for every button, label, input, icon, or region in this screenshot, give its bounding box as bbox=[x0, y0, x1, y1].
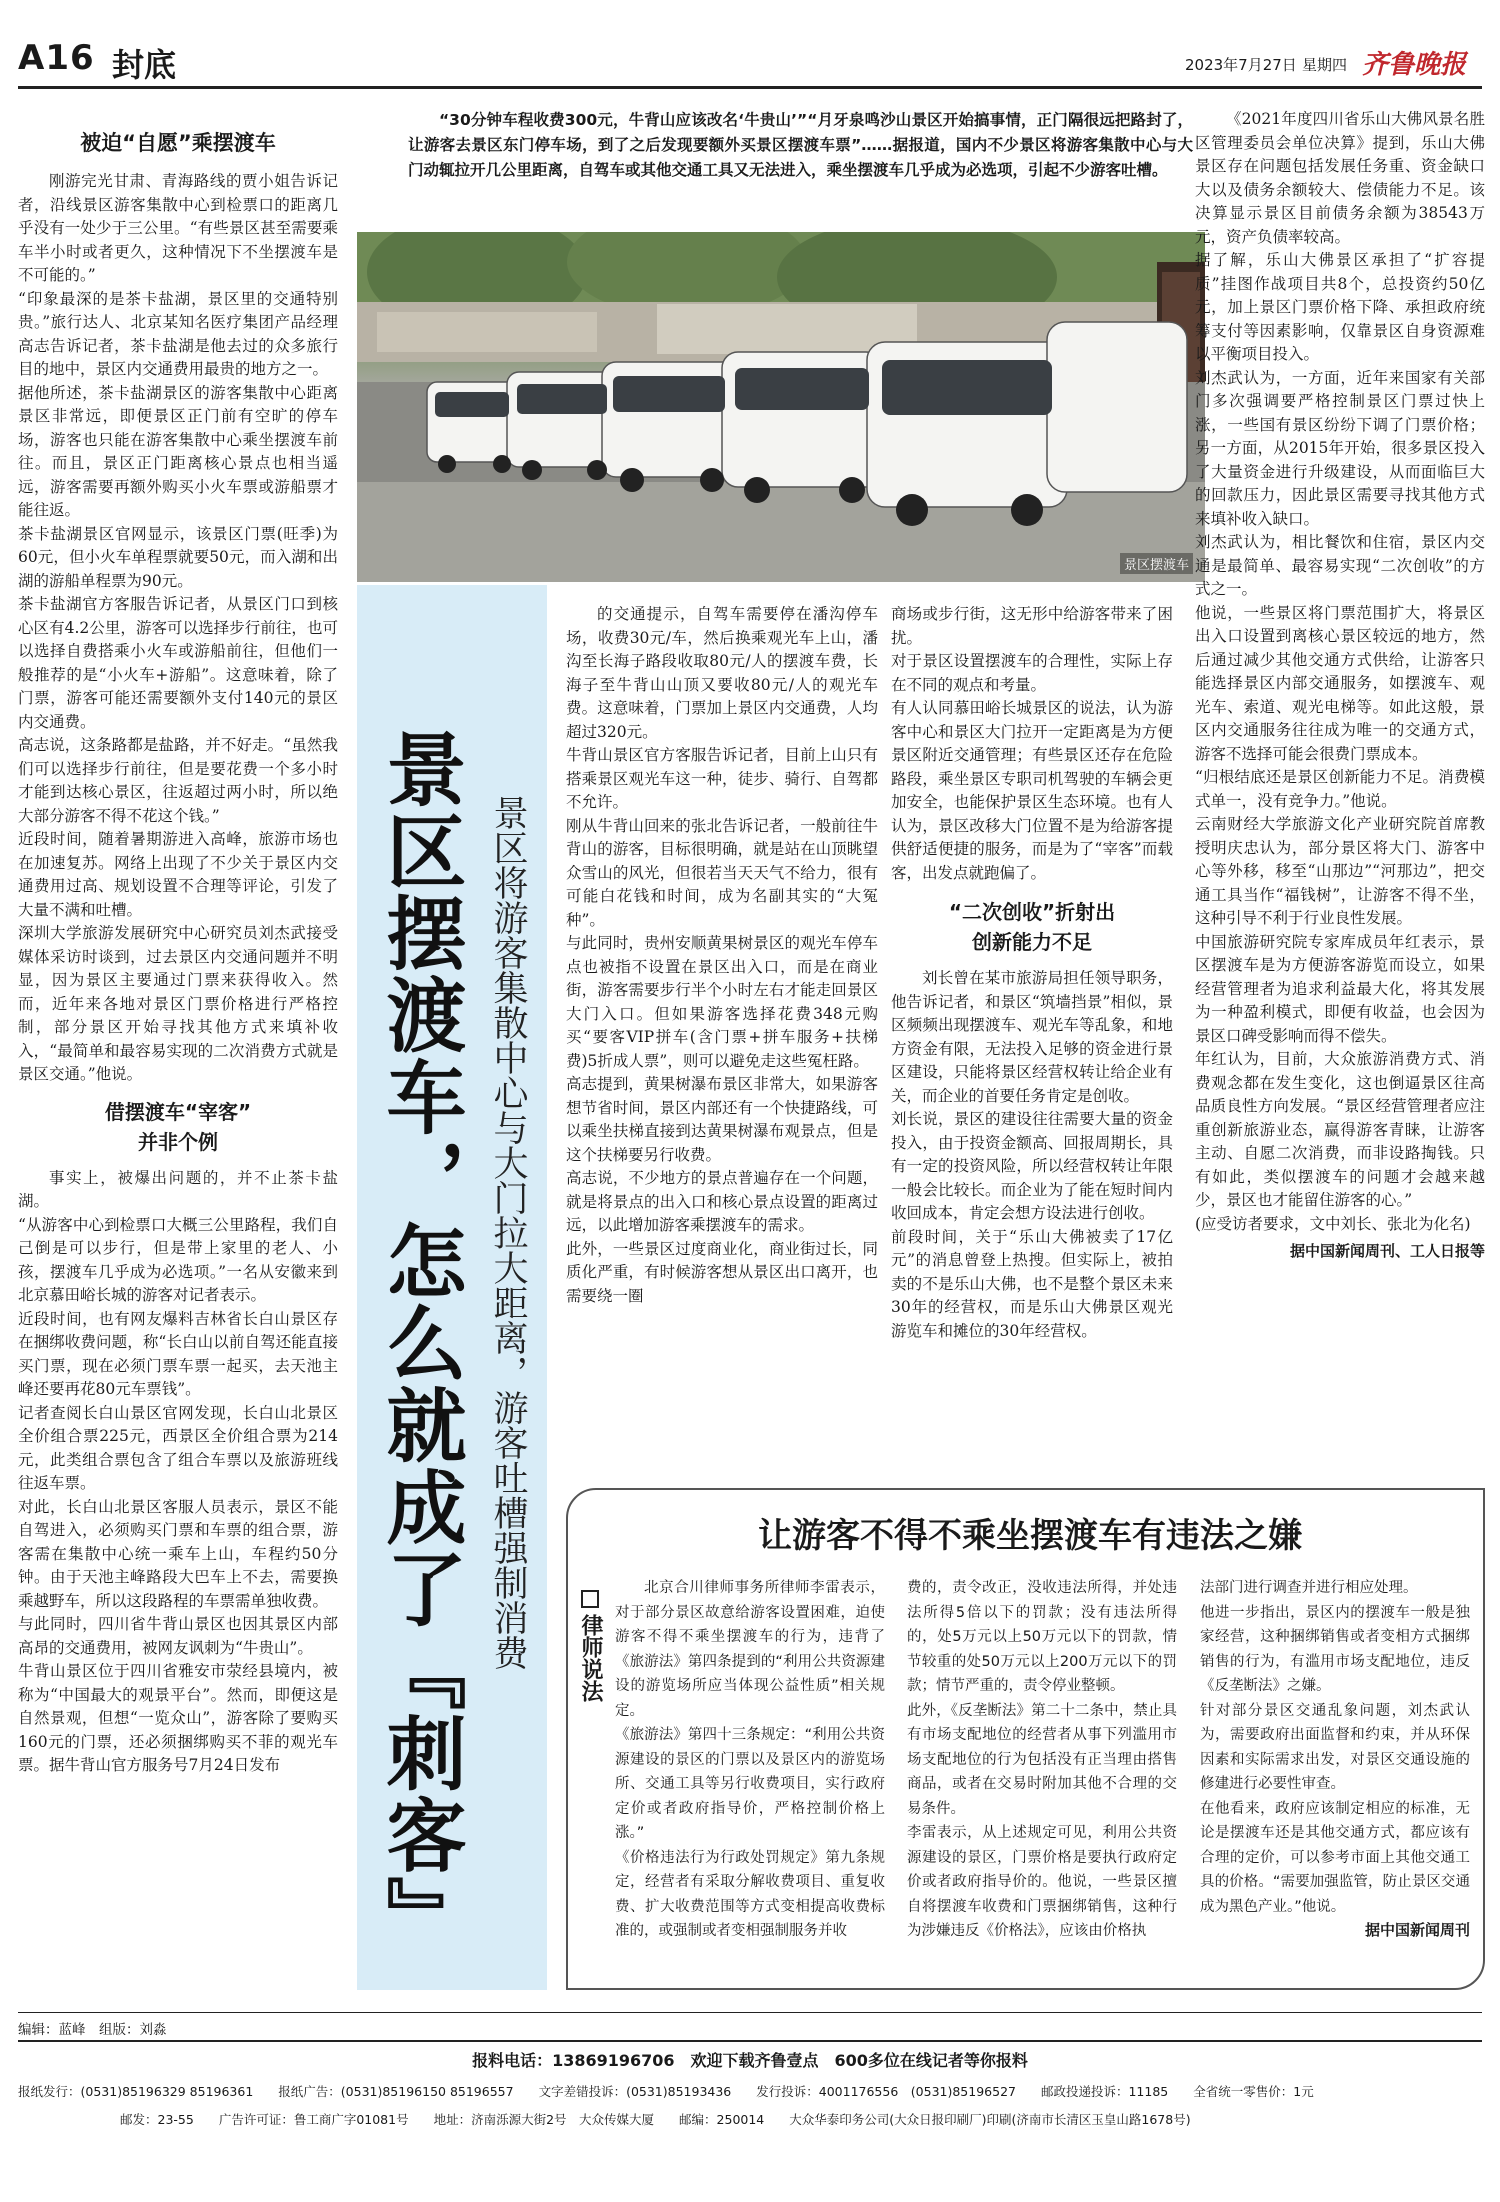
section-name: 封底 bbox=[112, 46, 177, 84]
lawyer-title: 让游客不得不乘坐摆渡车有违法之嫌 bbox=[758, 1516, 1302, 1556]
column-5 bbox=[1195, 108, 1485, 1261]
photo-illustration bbox=[357, 232, 1205, 582]
headline-sub: 景区将游客集散中心与大门拉大距离，游客吐槽强制消费 bbox=[488, 795, 528, 1670]
column-5-source: 据中国新闻周刊、工人日报等 bbox=[1289, 1242, 1485, 1260]
lawyer-tag-text: 律师说法 bbox=[578, 1614, 603, 1702]
footer-contacts: 报纸发行：(0531)85196329 85196361 报纸广告：(0531)85196150 85196557 文字差错投诉：(0531)85193436 发行投诉：4001176556 (0531)85196527 邮政投递投诉：11185 全省统一零售价：1元 bbox=[18, 2084, 1314, 2099]
subheading-forced-ride: 被迫“自愿”乘摆渡车 bbox=[80, 131, 276, 155]
photo-caption: 景区摆渡车 bbox=[1120, 553, 1193, 574]
issue-date: 2023年7月27日 bbox=[1185, 56, 1297, 74]
lawyer-column-c bbox=[1200, 1576, 1470, 1940]
lawyer-source: 据中国新闻周刊 bbox=[1364, 1921, 1470, 1939]
header-rule bbox=[18, 86, 1482, 89]
lawyer-column-a: 北京合川律师事务所律师李雷表示，对于部分景区故意给游客设置困难，迫使游客不得不乘坐摆渡车的行为，违背了《旅游法》第四条提到的“利用公共资源建设的游览场所应当体现公益性质”相关规定。 《旅游法》第四十三条规定：“利用公共资源建设的景区的门票以及景区内的游览场所、交通工具等另行收费项目，实行政府定价或者政府指导价，严格控制价格上涨。” 《价格违法行为行政处罚规定》第九条规定，经营者有采取分解收费项目、重复收费、扩大收费范围等方式变相提高收费标准的，或强制或者变相强制服务并收 bbox=[615, 1580, 885, 1939]
column-1-text-b: 事实上，被爆出问题的，并不止茶卡盐湖。 “从游客中心到检票口大概三公里路程，我们自己倒是可以步行，但是带上家里的老人、小孩，摆渡车几乎成为必选项。”一名从安徽来到北京慕田峪长城的游客对记者表示。 近段时间，也有网友爆料吉林省长白山景区存在捆绑收费问题，称“长白山以前自驾还能直接买门票，现在必须门票车票一起买，去天池主峰还要再花80元车票钱”。 记者查阅长白山景区官网发现，长白山北景区全价组合票225元，西景区全价组合票为214元，此类组合票包含了组合车票以及旅游班线往返车票。 对此，长白山北景区客服人员表示，景区不能自驾进入，必须购买门票和车票的组合票，游客需在集散中心统一乘车上山，车程约50分钟。由于天池主峰路段大巴车上不去，需要换乘越野车，所以这段路程的车票需单独收费。 与此同时，四川省牛背山景区也因其景区内部高昂的交通费用，被网友讽刺为“牛贵山”。 牛背山景区位于四川省雅安市荥经县境内，被称为“中国最大的观景平台”。然而，即便这是自然景观，但想“一览众山”，游客除了要购买160元的门票，还必须捆绑购买不菲的观光车票。据牛背山官方服务号7月24日发布 bbox=[18, 1168, 338, 1774]
headline-main-line2: 怎么就成了『刺客』 bbox=[373, 1220, 467, 1958]
lawyer-column-b: 费的，责令改正，没收违法所得，并处违法所得5倍以下的罚款；没有违法所得的，处5万元以上50万元以下的罚款，情节较重的处50万元以上200万元以下的罚款；情节严重的，责令停业整顿。 此外，《反垄断法》第二十二条中，禁止具有市场支配地位的经营者从事下列滥用市场支配地位的行为包括没有正当理由搭售商品，或者在交易时附加其他不合理的交易条件。 李雷表示，从上述规定可见，利用公共资源建设的景区，门票价格是要执行政府定价或者政府指导价的。他说，一些景区擅自将摆渡车收费和门票捆绑销售，这种行为涉嫌违反《价格法》，应该由价格执 bbox=[907, 1580, 1177, 1939]
shuttle-bus-photo bbox=[357, 232, 1205, 582]
column-1-text-a: 刚游完光甘肃、青海路线的贾小姐告诉记者，沿线景区游客集散中心到检票口的距离几乎没有一处少于三公里。“有些景区甚至需要乘车半小时或者更久，这种情况下不坐摆渡车是不可能的。” “印象最深的是茶卡盐湖，景区里的交通特别贵。”旅行达人、北京某知名医疗集团产品经理高志告诉记者，茶卡盐湖是他去过的众多旅行目的地中，景区内交通费用最贵的地方之一。 据他所述，茶卡盐湖景区的游客集散中心距离景区非常远，即便景区正门前有空旷的停车场，游客也只能在游客集散中心乘坐摆渡车前往。而且，景区正门距离核心景点也相当遥远，游客需要再额外购买小火车票或游船票才能往返。 茶卡盐湖景区官网显示，该景区门票(旺季)为60元，但小火车单程票就要50元，而入湖和出湖的游船单程票为90元。 茶卡盐湖官方客服告诉记者，从景区门口到核心区有4.2公里，游客可以选择步行前往，也可以选择自费搭乘小火车或游船前往，但他们一般推荐的是“小火车+游船”。这意味着，除了门票，游客可能还需要额外支付140元的景区内交通费。 高志说，这条路都是盐路，并不好走。“虽然我们可以选择步行前往，但是要花费一个多小时才能到达核心景区，往返超过两小时，所以绝大部分游客不得不花这个钱。” 近段时间，随着暑期游进入高峰，旅游市场也在加速复苏。网络上出现了不少关于景区内交通费用过高、规划设置不合理等评论，引发了大量不满和吐槽。 深圳大学旅游发展研究中心研究员刘杰武接受媒体采访时谈到，过去景区内交通问题并不明显，因为景区主要通过门票来获得收入。然而，近年来各地对景区门票价格进行严格控制，部分景区开始寻找其他方式来填补收入，“最简单和最容易实现的二次消费方式就是景区交通。”他说。 bbox=[18, 172, 338, 1083]
masthead-logo: 齐鲁晚报 bbox=[1362, 50, 1467, 80]
subheading-second-revenue-2: 创新能力不足 bbox=[972, 930, 1092, 954]
page-number: A16 bbox=[18, 38, 95, 78]
column-4 bbox=[891, 603, 1173, 1343]
footer-rule-mid bbox=[18, 2040, 1482, 2042]
issue-weekday: 星期四 bbox=[1302, 56, 1348, 74]
column-5-text: 《2021年度四川省乐山大佛风景名胜区管理委员会单位决算》提到，乐山大佛景区存在问题包括发展任务重、资金缺口大以及债务余额较大、偿债能力不足。该决算显示景区目前债务余额为38543万元，资产负债率较高。 据了解，乐山大佛景区承担了“扩容提质”挂图作战项目共8个，总投资约50亿元，加上景区门票价格下降、承担政府统筹支付等因素影响，仅靠景区自身资源难以平衡项目投入。 刘杰武认为，一方面，近年来国家有关部门多次强调要严格控制景区门票过快上涨，一些国有景区纷纷下调了门票价格；另一方面，从2015年开始，很多景区投入了大量资金进行升级建设，从而面临巨大的回款压力，因此景区需要寻找其他方式来填补收入缺口。 刘杰武认为，相比餐饮和住宿，景区内交通是最简单、最容易实现“二次创收”的方式之一。 他说，一些景区将门票范围扩大，将景区出入口设置到离核心景区较远的地方，然后通过减少其他交通方式供给，让游客只能选择景区内部交通服务，如摆渡车、观光车、索道、观光电梯等。如此这般，景区内交通服务往往成为唯一的交通方式，游客不选择可能会很费门票成本。 “归根结底还是景区创新能力不足。消费模式单一，没有竞争力。”他说。 云南财经大学旅游文化产业研究院首席教授明庆忠认为，部分景区将大门、游客中心等外移，移至“山那边”“河那边”，把交通工具当作“福钱树”，让游客不得不坐，这种引导不利于行业良性发展。 中国旅游研究院专家库成员年红表示，景区摆渡车是为方便游客游览而设立，如果经营管理者为追求利益最大化，将其发展为一种盈利模式，即便有收益，也会因为景区口碑受影响而得不偿失。 年红认为，目前，大众旅游消费方式、消费观念都在发生变化，这也倒逼景区往高品质良性方向发展。“景区经营管理者应注重创新旅游业态，赢得游客青睐，让游客主动、自愿二次消费，而非设路掏钱。只有如此，类似摆渡车的问题才会越来越少，景区也才能留住游客的心。” (应受访者要求，文中刘长、张北为化名) bbox=[1195, 110, 1485, 1233]
column-3-text: 的交通提示，自驾车需要停在潘沟停车场，收费30元/车，然后换乘观光车上山，潘沟至长海子路段收取80元/人的摆渡车费，长海子至牛背山山顶又要收80元/人的观光车费。这意味着，门票加上景区内交通费，人均超过320元。 牛背山景区官方客服告诉记者，目前上山只有搭乘景区观光车这一种，徒步、骑行、自驾都不允许。 刚从牛背山回来的张北告诉记者，一般前往牛背山的游客，目标很明确，就是站在山顶眺望众雪山的风光，但很若当天天气不给力，很有可能白花钱和时间，成为名副其实的“大冤种”。 与此同时，贵州安顺黄果树景区的观光车停车点也被指不设置在景区出入口，而是在商业街，游客需要步行半个小时左右才能走回景区大门入口。但如果游客选择花费348元购买“要客VIP拼车(含门票+拼车服务+扶梯费)5折成人票”，则可以避免走这些冤枉路。 高志提到，黄果树瀑布景区非常大，如果游客想节省时间，景区内部还有一个快捷路线，可以乘坐扶梯直接到达黄果树瀑布观景点，但是这个扶梯要另行收费。 高志说，不少地方的景点普遍存在一个问题，就是将景点的出入口和核心景点设置的距离过远，以此增加游客乘摆渡车的需求。 此外，一些景区过度商业化，商业街过长，同质化严重，有时候游客想从景区出口离开，也需要绕一圈 bbox=[566, 605, 878, 1305]
subheading-second-revenue-1: “二次创收”折射出 bbox=[948, 900, 1116, 924]
subheading-not-isolated-1: 借摆渡车“宰客” bbox=[104, 1099, 252, 1124]
headline-main bbox=[373, 728, 467, 1958]
lawyer-column-c-text: 法部门进行调查并进行相应处理。 他进一步指出，景区内的摆渡车一般是独家经营，这种捆绑销售或者变相方式捆绑销售的行为，有滥用市场支配地位，违反《反垄断法》之嫌。 针对部分景区交通乱象问题，刘杰武认为，需要政府出面监督和约束，并从环保因素和实际需求出发，对景区交通设施的修建进行必要性审查。 在他看来，政府应该制定相应的标准，无论是摆渡车还是其他交通方式，都应该有合理的定价，可以参考市面上其他交通工具的价格。“需要加强监管，防止景区交通成为黑色产业。”他说。 bbox=[1200, 1580, 1470, 1915]
lawyer-tag-marker bbox=[581, 1590, 599, 1608]
subheading-not-isolated-2: 并非个例 bbox=[138, 1129, 218, 1154]
footer-editor: 编辑：蓝峰 组版：刘淼 bbox=[18, 2022, 167, 2038]
footer-hotline: 报料电话：13869196706 欢迎下载齐鲁壹点 600多位在线记者等你报料 bbox=[472, 2051, 1028, 2070]
column-1 bbox=[18, 128, 338, 1778]
lawyer-tag bbox=[570, 1590, 606, 1702]
column-4-text-a: 商场或步行街，这无形中给游客带来了困扰。 对于景区设置摆渡车的合理性，实际上存在不同的观点和考量。 有人认同慕田峪长城景区的说法，认为游客中心和景区大门拉开一定距离是为方便景区附近交通管理；有些景区还存在危险路段，乘坐景区专职司机驾驶的车辆会更加安全，也能保护景区生态环境。也有人认为，景区改移大门位置不是为给游客提供舒适便捷的服务，而是为了“宰客”而载客，出发点就跑偏了。 bbox=[891, 605, 1173, 882]
intro-paragraph: “30分钟车程收费300元，牛背山应该改名‘牛贵山’”“月牙泉鸣沙山景区开始搞事情，正门隔很远把路封了，让游客去景区东门停车场，到了之后发现要额外买景区摆渡车票”……据报道，国内不少景区将游客集散中心与大门动辄拉开几公里距离，自驾车或其他交通工具又无法进入，乘坐摆渡车几乎成为必选项，引起不少游客吐槽。 bbox=[408, 111, 1193, 179]
column-4-text-b: 刘长曾在某市旅游局担任领导职务，他告诉记者，和景区“筑墙挡景”相似，景区频频出现摆渡车、观光车等乱象，和地方资金有限，无法投入足够的资金进行景区建设，只能将景区经营权转让给企业有关，而企业的首要任务肯定是创收。 刘长说，景区的建设往往需要大量的资金投入，由于投资金额高、回报周期长，具有一定的投资风险，所以经营权转让年限一般会比较长。而企业为了能在短时间内收回成本，肯定会想方设法进行创收。 前段时间，关于“乐山大佛被卖了17亿元”的消息曾登上热搜。但实际上，被拍卖的不是乐山大佛，也不是整个景区未来30年的经营权，而是乐山大佛景区观光游览车和摊位的30年经营权。 bbox=[891, 969, 1173, 1340]
footer-address: 邮发：23-55 广告许可证：鲁工商广字01081号 地址：济南泺源大街2号 大众传媒大厦 邮编：250014 大众华泰印务公司(大众日报印刷厂)印刷(济南市长清区玉皇山路1678号) bbox=[120, 2112, 1191, 2127]
headline-main-line1: 景区摆渡车， bbox=[373, 728, 467, 1220]
footer-rule-top bbox=[18, 2012, 1482, 2013]
